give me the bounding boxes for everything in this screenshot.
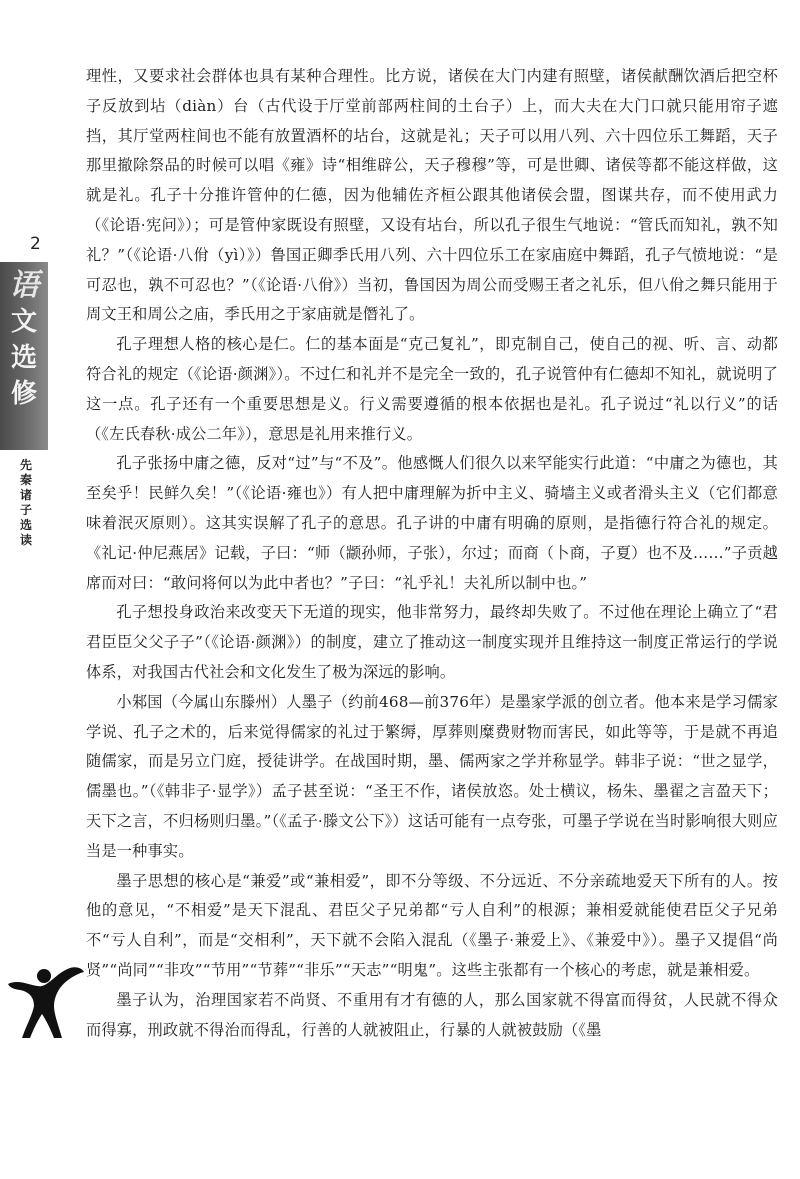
brush-figure-icon: [6, 962, 86, 1042]
paragraph: 孔子想投身政治来改变天下无道的现实，他非常努力，最终却失败了。不过他在理论上确立了“君君臣臣父父子子”（《论语·颜渊》）的制度，建立了推动这一制度实现并且维持这一制度正常运行的学说体系，对我国古代社会和文化发生了极为深远的影响。: [86, 603, 778, 681]
side-subtitle: [18, 458, 34, 548]
paragraph: 孔子张扬中庸之德，反对“过”与“不及”。他感慨人们很久以来罕能实行此道：“中庸之为德也，其至矣乎！民鲜久矣！”（《论语·雍也》）有人把中庸理解为折中主义、骑墙主义或者滑头主义（它们都意味着泯灭原则）。这其实误解了孔子的意思。孔子讲的中庸有明确的原则，是指德行符合礼的规定。《礼记·仲尼燕居》记载，子曰：“师（颛孙师，子张），尔过；而商（卜商，子夏）也不及……”子贡越席而对曰：“敢问将何以为此中者也？”子曰：“礼乎礼！夫礼所以制中也。”: [86, 454, 778, 592]
side-tab-char: 语: [9, 268, 39, 303]
side-tab-char: 修: [10, 379, 37, 409]
paragraph: 墨子认为，治理国家若不尚贤、不重用有才有德的人，那么国家就不得富而得贫，人民就不得众而得寡，刑政就不得治而得乱，行善的人就被阻止，行暴的人就被鼓励（《墨: [86, 990, 778, 1039]
side-subtitle-char: 诸: [19, 488, 32, 502]
side-subtitle-char: 子: [19, 503, 32, 517]
side-subtitle-char: 读: [19, 533, 32, 547]
side-subtitle-char: 选: [19, 518, 32, 532]
article-body: [86, 62, 778, 1045]
paragraph: 墨子思想的核心是“兼爱”或“兼相爱”，即不分等级、不分远近、不分亲疏地爱天下所有的人。按他的意见，“不相爱”是天下混乱、君臣父子兄弟都“亏人自利”的根源；兼相爱就能使君臣父子兄弟不“亏人自利”，而是“交相利”，天下就不会陷入混乱（《墨子·兼爱上》、《兼爱中》）。墨子又提倡“尚贤”“尚同”“非攻”“节用”“节葬”“非乐”“天志”“明鬼”。这些主张都有一个核心的考虑，就是兼相爱。: [86, 871, 778, 979]
page-number: 2: [30, 234, 41, 254]
side-tab-char: 选: [10, 343, 37, 373]
paragraph: 孔子理想人格的核心是仁。仁的基本面是“克己复礼”，即克制自己，使自己的视、听、言、动都符合礼的规定（《论语·颜渊》）。不过仁和礼并不是完全一致的，孔子说管仲有仁德却不知礼，就说明了这一点。孔子还有一个重要思想是义。行义需要遵循的根本依据也是礼。孔子说过“礼以行义”的话（《左氏春秋·成公二年》），意思是礼用来推行义。: [86, 335, 778, 443]
side-tab-book-title: [0, 262, 48, 450]
paragraph: 小邾国（今属山东滕州）人墨子（约前468—前376年）是墨家学派的创立者。他本来是学习儒家学说、孔子之术的，后来觉得儒家的礼过于繁缛，厚葬则糜费财物而害民，如此等等，于是就不再追随儒家，而是另立门庭，授徒讲学。在战国时期，墨、儒两家之学并称显学。韩非子说：“世之显学，儒墨也。”（《韩非子·显学》）孟子甚至说：“圣王不作，诸侯放恣。处士横议，杨朱、墨翟之言盈天下；天下之言，不归杨则归墨。”（《孟子·滕文公下》）这话可能有一点夸张，可墨子学说在当时影响很大则应当是一种事实。: [86, 692, 778, 860]
side-subtitle-char: 秦: [19, 473, 32, 487]
side-subtitle-char: 先: [19, 458, 32, 472]
paragraph: 理性，又要求社会群体也具有某种合理性。比方说，诸侯在大门内建有照壁，诸侯献酬饮酒后把空杯子反放到坫（diàn）台（古代设于厅堂前部两柱间的土台子）上，而大夫在大门口就只能用帘子遮挡，其厅堂两柱间也不能有放置酒杯的坫台，这就是礼；天子可以用八列、六十四位乐工舞蹈，天子那里撤除祭品的时候可以唱《雍》诗“相维辟公，天子穆穆”等，可是世卿、诸侯等都不能这样做，这就是礼。孔子十分推许管仲的仁德，因为他辅佐齐桓公跟其他诸侯会盟，图谋共存，而不使用武力（《论语·宪问》）；可是管仲家既设有照壁，又设有坫台，所以孔子很生气地说：“管氏而知礼，孰不知礼？”（《论语·八佾（yì）》）鲁国正卿季氏用八列、六十四位乐工在家庙庭中舞蹈，孔子气愤地说：“是可忍也，孰不可忍也？”（《论语·八佾》）当初，鲁国因为周公而受赐王者之礼乐，但八佾之舞只能用于周文王和周公之庙，季氏用之于家庙就是僭礼了。: [86, 67, 778, 324]
side-tab-char: 文: [10, 307, 37, 337]
